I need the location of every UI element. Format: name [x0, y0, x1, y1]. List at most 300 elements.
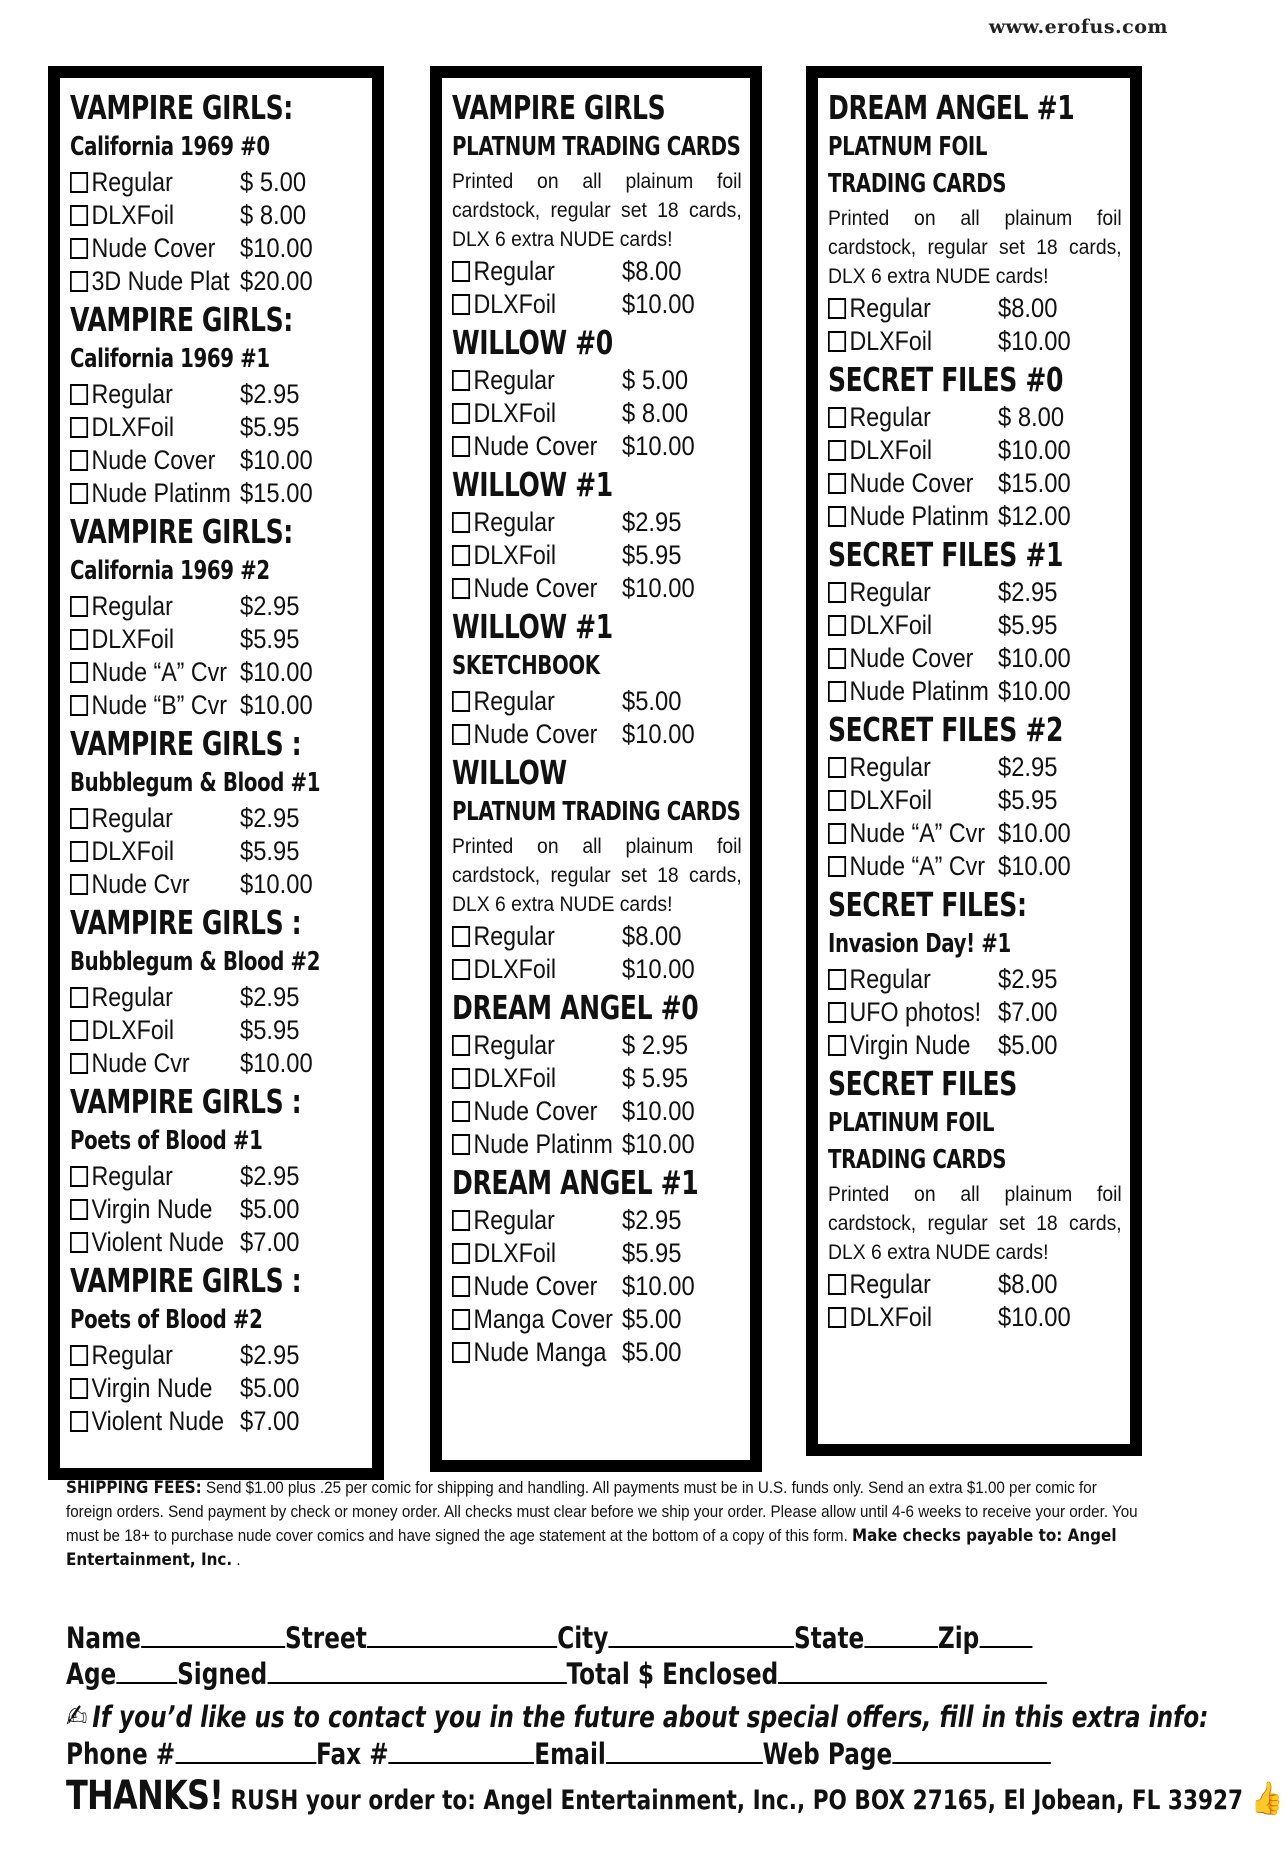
item-checkbox[interactable]	[452, 512, 470, 533]
item-option	[452, 573, 598, 604]
section-subtitle: Bubblegum & Blood #1	[70, 768, 321, 798]
item-price: $5.95	[240, 1015, 300, 1045]
item-price: $10.00	[622, 289, 695, 319]
phone-label: Phone #	[66, 1737, 176, 1771]
item-checkbox[interactable]	[70, 1345, 88, 1366]
item-price: $10.00	[240, 233, 313, 263]
product-section	[70, 901, 364, 1080]
thumbs-up-icon: 👍	[1251, 1779, 1283, 1817]
item-checkbox[interactable]	[70, 172, 88, 193]
item-label: UFO photos!	[849, 997, 982, 1027]
item-checkbox[interactable]	[828, 790, 846, 811]
order-item	[70, 378, 364, 411]
item-option	[70, 982, 216, 1013]
item-label: Virgin Nude	[91, 1373, 213, 1403]
item-option	[828, 1269, 974, 1300]
order-item	[828, 1029, 1122, 1062]
item-label: DLXFoil	[91, 412, 175, 442]
item-label: Regular	[849, 402, 931, 432]
item-option	[828, 402, 974, 433]
item-checkbox[interactable]	[452, 1276, 470, 1297]
item-checkbox[interactable]	[70, 1378, 88, 1399]
item-price: $10.00	[240, 869, 313, 899]
item-checkbox[interactable]	[452, 370, 470, 391]
item-option	[70, 167, 216, 198]
item-label: Regular	[849, 964, 931, 994]
item-label: Regular	[849, 1269, 931, 1299]
email-field[interactable]	[606, 1736, 763, 1764]
item-label: Regular	[91, 167, 173, 197]
item-label: 3D Nude Plat	[91, 266, 230, 296]
item-label: DLXFoil	[849, 435, 933, 465]
item-label: Regular	[91, 803, 173, 833]
order-item	[452, 920, 742, 953]
item-checkbox[interactable]	[828, 856, 846, 877]
section-title: SECRET FILES #1	[828, 535, 1064, 574]
section-title: VAMPIRE GIRLS:	[70, 512, 293, 551]
item-checkbox[interactable]	[452, 1101, 470, 1122]
item-checkbox[interactable]	[452, 261, 470, 282]
item-option	[452, 1096, 598, 1127]
order-item	[828, 817, 1122, 850]
item-option	[828, 851, 985, 882]
item-price: $8.00	[622, 256, 682, 286]
product-section	[452, 605, 742, 751]
product-section	[452, 986, 742, 1161]
item-checkbox[interactable]	[828, 648, 846, 669]
item-label: Nude “A” Cvr	[849, 818, 985, 848]
item-checkbox[interactable]	[452, 1309, 470, 1330]
section-subtitle: PLATNUM TRADING CARDS	[452, 797, 741, 827]
item-checkbox[interactable]	[452, 436, 470, 457]
item-price: $2.95	[240, 982, 300, 1012]
item-checkbox[interactable]	[828, 969, 846, 990]
item-option	[828, 293, 974, 324]
order-item	[452, 1303, 742, 1336]
name-field[interactable]	[141, 1620, 285, 1648]
zip-label: Zip	[937, 1621, 980, 1655]
item-option	[70, 657, 227, 688]
item-option	[70, 1406, 225, 1437]
order-item	[452, 1237, 742, 1270]
item-option	[452, 1063, 598, 1094]
product-section	[452, 463, 742, 605]
item-checkbox[interactable]	[452, 1068, 470, 1089]
item-checkbox[interactable]	[828, 757, 846, 778]
item-price: $15.00	[240, 478, 313, 508]
item-checkbox[interactable]	[70, 841, 88, 862]
item-checkbox[interactable]	[70, 662, 88, 683]
section-subtitle: TRADING CARDS	[828, 169, 1007, 199]
item-checkbox[interactable]	[452, 1035, 470, 1056]
signed-field[interactable]	[267, 1656, 566, 1684]
order-item	[70, 444, 364, 477]
order-item	[70, 1014, 364, 1047]
item-price: $ 5.95	[622, 1063, 689, 1093]
order-item	[828, 467, 1122, 500]
item-label: DLXFoil	[849, 1302, 933, 1332]
product-section	[452, 751, 742, 986]
item-option	[828, 1302, 974, 1333]
item-label: Regular	[91, 982, 173, 1012]
item-checkbox[interactable]	[828, 1307, 846, 1328]
form-row-age	[66, 1656, 1047, 1691]
street-label: Street	[284, 1621, 367, 1655]
fax-label: Fax #	[316, 1737, 389, 1771]
item-checkbox[interactable]	[70, 1053, 88, 1074]
web-field[interactable]	[892, 1736, 1050, 1764]
item-label: Regular	[473, 1030, 555, 1060]
order-item	[452, 1062, 742, 1095]
item-option	[452, 1205, 598, 1236]
item-checkbox[interactable]	[70, 384, 88, 405]
section-title: VAMPIRE GIRLS	[452, 88, 666, 127]
item-label: Violent Nude	[91, 1227, 225, 1257]
order-item	[828, 963, 1122, 996]
item-checkbox[interactable]	[828, 582, 846, 603]
item-option	[828, 1030, 974, 1061]
item-checkbox[interactable]	[70, 695, 88, 716]
item-price: $10.00	[998, 851, 1071, 881]
shipping-payable: Make checks payable to: Angel Entertainment, Inc.	[66, 1526, 1117, 1569]
section-title: WILLOW #0	[452, 323, 613, 362]
item-option	[70, 445, 216, 476]
item-option	[452, 954, 598, 985]
item-option	[70, 233, 216, 264]
order-item	[828, 751, 1122, 784]
item-label: DLXFoil	[473, 289, 557, 319]
item-option	[452, 1030, 598, 1061]
order-item	[70, 689, 364, 722]
item-checkbox[interactable]	[452, 926, 470, 947]
item-option	[452, 1337, 607, 1368]
item-checkbox[interactable]	[70, 238, 88, 259]
item-label: Nude Cover	[473, 1271, 598, 1301]
order-item	[452, 1336, 742, 1369]
item-price: $10.00	[998, 818, 1071, 848]
total-label: Total $ Enclosed	[566, 1657, 779, 1691]
item-checkbox[interactable]	[70, 271, 88, 292]
item-price: $10.00	[622, 719, 695, 749]
item-price: $2.95	[240, 591, 300, 621]
contact-note-text: If you’d like us to contact you in the future about special offers, fill in this extra info:	[92, 1700, 1209, 1734]
product-section	[70, 510, 364, 722]
order-item	[70, 656, 364, 689]
order-item	[70, 265, 364, 298]
item-price: $5.95	[240, 412, 300, 442]
item-option	[452, 431, 598, 462]
item-label: DLXFoil	[91, 200, 175, 230]
item-checkbox[interactable]	[452, 403, 470, 424]
item-option	[828, 326, 974, 357]
item-checkbox[interactable]	[452, 959, 470, 980]
item-label: Regular	[473, 256, 555, 286]
state-field[interactable]	[864, 1620, 938, 1648]
item-label: Nude Cvr	[91, 869, 190, 899]
item-price: $5.95	[240, 836, 300, 866]
product-section	[452, 1161, 742, 1369]
item-label: Regular	[473, 921, 555, 951]
product-section	[70, 298, 364, 510]
section-title: SECRET FILES #2	[828, 710, 1064, 749]
item-option	[452, 289, 598, 320]
item-checkbox[interactable]	[828, 407, 846, 428]
order-column-1	[48, 66, 384, 1480]
product-section	[70, 722, 364, 901]
item-label: DLXFoil	[91, 836, 175, 866]
order-item	[70, 1047, 364, 1080]
product-section	[452, 321, 742, 463]
item-option	[828, 610, 974, 641]
total-field[interactable]	[778, 1656, 1047, 1684]
product-section	[828, 533, 1122, 708]
item-checkbox[interactable]	[452, 578, 470, 599]
order-item	[828, 642, 1122, 675]
item-checkbox[interactable]	[70, 1166, 88, 1187]
item-label: Nude Platinm	[849, 676, 989, 706]
item-label: DLXFoil	[849, 326, 933, 356]
product-section	[828, 883, 1122, 1062]
item-checkbox[interactable]	[828, 1035, 846, 1056]
item-checkbox[interactable]	[452, 724, 470, 745]
item-price: $10.00	[622, 954, 695, 984]
order-item	[70, 477, 364, 510]
item-price: $5.95	[622, 540, 682, 570]
order-item	[452, 364, 742, 397]
item-checkbox[interactable]	[828, 681, 846, 702]
order-item	[70, 1372, 364, 1405]
item-checkbox[interactable]	[70, 1020, 88, 1041]
city-label: City	[557, 1621, 609, 1655]
order-item	[452, 1095, 742, 1128]
item-checkbox[interactable]	[70, 874, 88, 895]
section-subtitle: California 1969 #1	[70, 344, 270, 374]
item-option	[828, 643, 974, 674]
product-section	[70, 1080, 364, 1259]
product-section	[452, 86, 742, 321]
item-label: Regular	[849, 752, 931, 782]
item-price: $5.95	[240, 624, 300, 654]
item-price: $2.95	[240, 803, 300, 833]
item-checkbox[interactable]	[828, 823, 846, 844]
age-field[interactable]	[116, 1656, 177, 1684]
item-checkbox[interactable]	[70, 1411, 88, 1432]
phone-field[interactable]	[175, 1736, 316, 1764]
thanks-label: THANKS!	[66, 1773, 223, 1819]
order-column-3	[806, 66, 1142, 1456]
item-price: $15.00	[998, 468, 1071, 498]
item-checkbox[interactable]	[452, 1134, 470, 1155]
item-checkbox[interactable]	[452, 294, 470, 315]
item-price: $10.00	[998, 1302, 1071, 1332]
item-option	[452, 507, 598, 538]
item-label: Manga Cover	[473, 1304, 613, 1334]
item-checkbox[interactable]	[452, 1243, 470, 1264]
order-item	[828, 401, 1122, 434]
item-option	[70, 1161, 216, 1192]
item-checkbox[interactable]	[828, 1002, 846, 1023]
item-checkbox[interactable]	[828, 298, 846, 319]
item-price: $2.95	[998, 577, 1058, 607]
order-item	[828, 1268, 1122, 1301]
contact-note	[66, 1697, 1208, 1735]
item-checkbox[interactable]	[828, 473, 846, 494]
item-option	[70, 478, 231, 509]
item-checkbox[interactable]	[70, 808, 88, 829]
item-option	[70, 690, 227, 721]
item-option	[452, 719, 598, 750]
order-item	[70, 1160, 364, 1193]
item-checkbox[interactable]	[828, 1274, 846, 1295]
section-title: SECRET FILES #0	[828, 360, 1064, 399]
product-section	[828, 86, 1122, 358]
item-checkbox[interactable]	[70, 450, 88, 471]
section-title: VAMPIRE GIRLS :	[70, 1261, 302, 1300]
item-label: Regular	[91, 1161, 173, 1191]
item-label: Regular	[473, 1205, 555, 1235]
item-label: DLXFoil	[473, 1238, 557, 1268]
item-option	[452, 365, 598, 396]
item-checkbox[interactable]	[70, 629, 88, 650]
order-item	[828, 609, 1122, 642]
item-option	[70, 624, 216, 655]
item-label: Regular	[91, 379, 173, 409]
order-item	[70, 590, 364, 623]
writing-hand-icon: ✍	[66, 1697, 88, 1735]
item-checkbox[interactable]	[828, 506, 846, 527]
item-option	[828, 435, 974, 466]
item-label: Regular	[849, 577, 931, 607]
item-option	[70, 1340, 216, 1371]
order-item	[452, 572, 742, 605]
order-item	[70, 802, 364, 835]
item-checkbox[interactable]	[452, 545, 470, 566]
item-label: Regular	[473, 686, 555, 716]
item-price: $10.00	[998, 326, 1071, 356]
item-option	[452, 686, 598, 717]
order-item	[70, 1405, 364, 1438]
item-price: $8.00	[622, 921, 682, 951]
item-checkbox[interactable]	[70, 483, 88, 504]
watermark: www.erofus.com	[988, 16, 1168, 38]
item-label: DLXFoil	[473, 1063, 557, 1093]
item-checkbox[interactable]	[70, 205, 88, 226]
item-option	[452, 256, 598, 287]
item-label: Nude Cover	[473, 431, 598, 461]
item-option	[452, 540, 598, 571]
section-title: WILLOW #1	[452, 607, 613, 646]
item-checkbox[interactable]	[70, 1232, 88, 1253]
item-price: $2.95	[240, 1161, 300, 1191]
item-label: Regular	[473, 507, 555, 537]
item-option	[452, 398, 598, 429]
product-section	[70, 1259, 364, 1438]
item-price: $5.00	[240, 1194, 300, 1224]
item-price: $2.95	[622, 507, 682, 537]
order-item	[70, 199, 364, 232]
item-label: Nude Cover	[473, 1096, 598, 1126]
order-item	[828, 325, 1122, 358]
form-row-phone	[66, 1736, 1051, 1771]
item-price: $10.00	[240, 445, 313, 475]
item-option	[70, 200, 216, 231]
item-option	[452, 1238, 598, 1269]
item-price: $20.00	[240, 266, 313, 296]
order-item	[70, 232, 364, 265]
item-label: Nude “B” Cvr	[91, 690, 227, 720]
item-label: Regular	[91, 1340, 173, 1370]
item-price: $ 5.00	[240, 167, 307, 197]
section-subtitle: PLATINUM FOIL	[828, 1108, 995, 1138]
item-option	[828, 752, 974, 783]
section-subtitle: PLATNUM TRADING CARDS	[452, 132, 741, 162]
shipping-text: Send $1.00 plus .25 per comic for shipping and handling. All payments must be in U.S. funds only. Send an extra $1.00 per comic for foreign orders. Send payment by check or money order. All checks must clear before we ship your order. Please allow until 4-6 weeks to receive your order. You must be 18+ to purchase nude cover comics and have signed the age statement at the bottom of a copy of this form.	[66, 1479, 1138, 1545]
item-checkbox[interactable]	[70, 1199, 88, 1220]
item-price: $5.00	[998, 1030, 1058, 1060]
item-option	[70, 591, 216, 622]
item-label: Nude “A” Cvr	[91, 657, 227, 687]
section-subtitle: Poets of Blood #1	[70, 1126, 263, 1156]
fax-field[interactable]	[389, 1736, 535, 1764]
item-price: $8.00	[998, 293, 1058, 323]
product-section	[828, 708, 1122, 883]
order-item	[828, 784, 1122, 817]
item-option	[828, 964, 974, 995]
section-title: VAMPIRE GIRLS :	[70, 1082, 302, 1121]
item-checkbox[interactable]	[70, 417, 88, 438]
item-checkbox[interactable]	[70, 596, 88, 617]
item-label: DLXFoil	[849, 785, 933, 815]
item-label: Nude Platinm	[849, 501, 989, 531]
item-checkbox[interactable]	[828, 440, 846, 461]
item-price: $ 2.95	[622, 1030, 689, 1060]
item-price: $10.00	[622, 1271, 695, 1301]
item-option	[70, 1194, 216, 1225]
item-price: $ 8.00	[240, 200, 307, 230]
item-price: $2.95	[998, 752, 1058, 782]
item-checkbox[interactable]	[452, 691, 470, 712]
section-subtitle: Invasion Day! #1	[828, 929, 1011, 959]
city-field[interactable]	[608, 1620, 794, 1648]
street-field[interactable]	[367, 1620, 557, 1648]
order-item	[452, 953, 742, 986]
item-checkbox[interactable]	[828, 331, 846, 352]
zip-field[interactable]	[979, 1620, 1032, 1648]
item-checkbox[interactable]	[452, 1210, 470, 1231]
order-item	[70, 835, 364, 868]
item-label: DLXFoil	[91, 1015, 175, 1045]
item-label: Regular	[849, 293, 931, 323]
signed-label: Signed	[177, 1657, 268, 1691]
item-option	[70, 1373, 216, 1404]
order-item	[70, 623, 364, 656]
section-subtitle: Poets of Blood #2	[70, 1305, 263, 1335]
item-label: DLXFoil	[473, 954, 557, 984]
item-checkbox[interactable]	[70, 987, 88, 1008]
item-option	[828, 997, 982, 1028]
item-checkbox[interactable]	[828, 615, 846, 636]
item-option	[452, 1271, 598, 1302]
item-label: Regular	[473, 365, 555, 395]
order-item	[828, 576, 1122, 609]
email-label: Email	[534, 1737, 606, 1771]
order-item	[452, 718, 742, 751]
item-checkbox[interactable]	[452, 1342, 470, 1363]
order-item	[452, 685, 742, 718]
item-price: $5.95	[998, 785, 1058, 815]
age-label: Age	[66, 1657, 117, 1691]
section-description: Printed on all plainum foil cardstock, regular set 18 cards, DLX 6 extra NUDE cards!	[828, 206, 1122, 288]
